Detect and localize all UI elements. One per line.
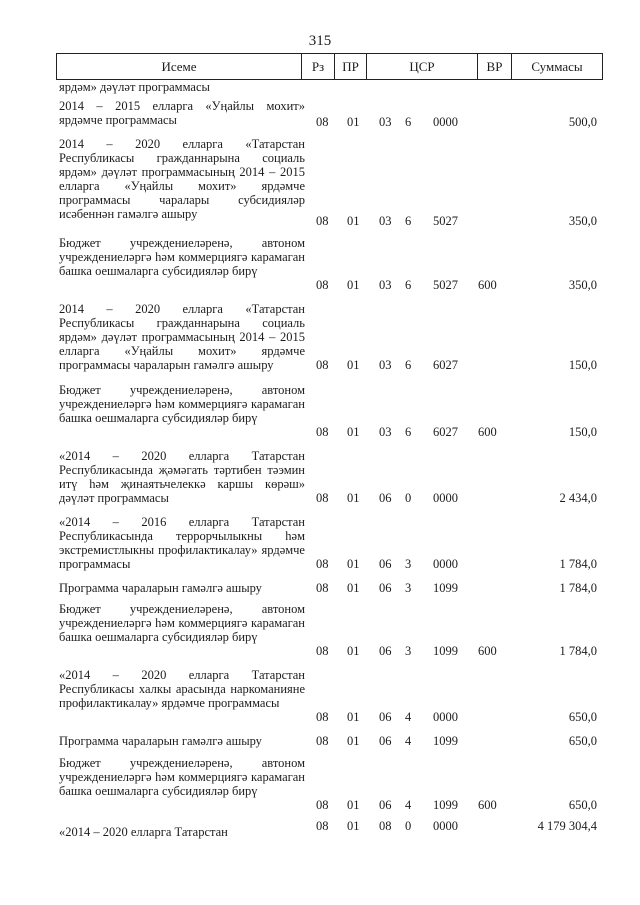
table-row bbox=[0, 819, 640, 849]
row-name: ярдәм» дәүләт программасы bbox=[59, 80, 210, 94]
row-csr-section: 03 bbox=[379, 358, 392, 372]
table-row bbox=[0, 380, 640, 446]
row-csr-subprogram: 6 bbox=[405, 425, 412, 439]
row-csr-code: 0000 bbox=[433, 710, 458, 724]
row-rz: 08 bbox=[316, 214, 329, 228]
row-name: Программа чараларын гамәлгә ашыру bbox=[59, 581, 262, 595]
row-sum: 150,0 bbox=[568, 425, 597, 439]
row-pr: 01 bbox=[347, 278, 360, 292]
row-csr-section: 03 bbox=[379, 278, 392, 292]
row-csr-section: 06 bbox=[379, 710, 392, 724]
row-csr-subprogram: 3 bbox=[405, 557, 412, 571]
row-pr: 01 bbox=[347, 358, 360, 372]
row-csr-section: 06 bbox=[379, 581, 392, 595]
row-sum: 2 434,0 bbox=[559, 491, 597, 505]
row-csr-subprogram: 4 bbox=[405, 734, 412, 748]
header-rz: Рз bbox=[302, 54, 335, 79]
row-pr: 01 bbox=[347, 115, 360, 129]
row-csr-subprogram: 6 bbox=[405, 358, 412, 372]
page-number: 315 bbox=[308, 33, 332, 49]
row-csr-subprogram: 0 bbox=[405, 819, 412, 833]
table-row bbox=[0, 753, 640, 819]
row-rz: 08 bbox=[316, 425, 329, 439]
row-csr-code: 0000 bbox=[433, 491, 458, 505]
header-vr: ВР bbox=[478, 54, 512, 79]
row-pr: 01 bbox=[347, 214, 360, 228]
row-vr: 600 bbox=[478, 644, 497, 658]
row-pr: 01 bbox=[347, 644, 360, 658]
row-csr-code: 5027 bbox=[433, 278, 458, 292]
row-rz: 08 bbox=[316, 581, 329, 595]
row-rz: 08 bbox=[316, 798, 329, 812]
table-row bbox=[0, 512, 640, 578]
table-row bbox=[0, 135, 640, 233]
row-rz: 08 bbox=[316, 710, 329, 724]
row-csr-code: 1099 bbox=[433, 734, 458, 748]
row-pr: 01 bbox=[347, 425, 360, 439]
row-csr-section: 06 bbox=[379, 798, 392, 812]
row-name: Бюджет учреждениеләренә, автоном учреждениеләргә һәм коммерциягә карамаган башка оешмаларга субсидияләр бирү bbox=[59, 236, 305, 278]
row-csr-section: 03 bbox=[379, 425, 392, 439]
row-name: Программа чараларын гамәлгә ашыру bbox=[59, 734, 262, 748]
row-csr-subprogram: 3 bbox=[405, 644, 412, 658]
row-sum: 350,0 bbox=[568, 214, 597, 228]
row-csr-subprogram: 6 bbox=[405, 214, 412, 228]
row-vr: 600 bbox=[478, 798, 497, 812]
row-name: «2014 – 2020 елларга Татарстан bbox=[59, 825, 228, 839]
header-name: Исеме bbox=[57, 54, 302, 79]
table-body bbox=[0, 80, 640, 849]
table-row bbox=[0, 299, 640, 380]
row-csr-subprogram: 6 bbox=[405, 278, 412, 292]
row-vr: 600 bbox=[478, 425, 497, 439]
row-csr-section: 06 bbox=[379, 734, 392, 748]
row-vr: 600 bbox=[478, 278, 497, 292]
row-sum: 500,0 bbox=[568, 115, 597, 129]
table-row bbox=[0, 97, 640, 135]
row-csr-section: 06 bbox=[379, 557, 392, 571]
row-csr-subprogram: 4 bbox=[405, 798, 412, 812]
row-csr-code: 1099 bbox=[433, 644, 458, 658]
row-sum: 350,0 bbox=[568, 278, 597, 292]
row-csr-code: 1099 bbox=[433, 798, 458, 812]
row-name: «2014 – 2020 елларга Татарстан Республикасында җәмәгать тәртибен тәэмин итү һәм җинаятьчелеккә каршы көрәш» дәүләт программасы bbox=[59, 449, 305, 505]
row-csr-subprogram: 6 bbox=[405, 115, 412, 129]
row-name: 2014 – 2015 елларга «Уңайлы мохит» ярдәмче программасы bbox=[59, 99, 305, 127]
row-name: Бюджет учреждениеләренә, автоном учреждениеләргә һәм коммерциягә карамаган башка оешмаларга субсидияләр бирү bbox=[59, 602, 305, 644]
table-header bbox=[56, 53, 603, 80]
row-name: 2014 – 2020 елларга «Татарстан Республикасы гражданнарына социаль ярдәм» дәүләт программасының 2014 – 2015 елларга «Уңайлы мохит» ярдәмче программасы чараларын гамәлгә ашыру bbox=[59, 302, 305, 372]
row-csr-code: 1099 bbox=[433, 581, 458, 595]
row-sum: 650,0 bbox=[568, 710, 597, 724]
table-row bbox=[0, 80, 640, 97]
row-pr: 01 bbox=[347, 710, 360, 724]
row-rz: 08 bbox=[316, 557, 329, 571]
row-rz: 08 bbox=[316, 644, 329, 658]
row-csr-code: 0000 bbox=[433, 115, 458, 129]
row-csr-section: 03 bbox=[379, 214, 392, 228]
row-rz: 08 bbox=[316, 819, 329, 833]
row-csr-subprogram: 4 bbox=[405, 710, 412, 724]
table-row bbox=[0, 233, 640, 299]
row-sum: 4 179 304,4 bbox=[537, 819, 597, 833]
row-rz: 08 bbox=[316, 115, 329, 129]
row-pr: 01 bbox=[347, 819, 360, 833]
row-sum: 650,0 bbox=[568, 798, 597, 812]
row-name: 2014 – 2020 елларга «Татарстан Республикасы гражданнарына социаль ярдәм» дәүләт программасының 2014 – 2015 елларга «Уңайлы мохит» ярдәмче программасы чаралары субсидияләр исәбеннән гамәлгә ашыру bbox=[59, 137, 305, 221]
row-csr-section: 06 bbox=[379, 644, 392, 658]
row-name: Бюджет учреждениеләренә, автоном учреждениеләргә һәм коммерциягә карамаган башка оешмаларга субсидияләр бирү bbox=[59, 383, 305, 425]
row-csr-code: 5027 bbox=[433, 214, 458, 228]
row-pr: 01 bbox=[347, 491, 360, 505]
row-csr-section: 03 bbox=[379, 115, 392, 129]
row-rz: 08 bbox=[316, 734, 329, 748]
header-pr: ПР bbox=[335, 54, 367, 79]
row-sum: 1 784,0 bbox=[559, 644, 597, 658]
row-csr-subprogram: 0 bbox=[405, 491, 412, 505]
row-name: Бюджет учреждениеләренә, автоном учреждениеләргә һәм коммерциягә карамаган башка оешмаларга субсидияләр бирү bbox=[59, 756, 305, 798]
row-csr-code: 6027 bbox=[433, 425, 458, 439]
row-csr-code: 0000 bbox=[433, 819, 458, 833]
row-rz: 08 bbox=[316, 491, 329, 505]
table-row bbox=[0, 599, 640, 665]
row-pr: 01 bbox=[347, 798, 360, 812]
row-sum: 650,0 bbox=[568, 734, 597, 748]
table-row bbox=[0, 578, 640, 599]
row-sum: 150,0 bbox=[568, 358, 597, 372]
row-pr: 01 bbox=[347, 734, 360, 748]
row-csr-section: 06 bbox=[379, 491, 392, 505]
row-rz: 08 bbox=[316, 278, 329, 292]
header-sum: Суммасы bbox=[531, 59, 583, 74]
table-row bbox=[0, 731, 640, 753]
row-pr: 01 bbox=[347, 581, 360, 595]
row-pr: 01 bbox=[347, 557, 360, 571]
row-csr-subprogram: 3 bbox=[405, 581, 412, 595]
table-row bbox=[0, 665, 640, 731]
row-csr-code: 0000 bbox=[433, 557, 458, 571]
row-csr-code: 6027 bbox=[433, 358, 458, 372]
row-sum: 1 784,0 bbox=[559, 557, 597, 571]
header-csr: ЦСР bbox=[367, 54, 478, 79]
row-csr-section: 08 bbox=[379, 819, 392, 833]
row-sum: 1 784,0 bbox=[559, 581, 597, 595]
row-rz: 08 bbox=[316, 358, 329, 372]
row-name: «2014 – 2016 елларга Татарстан Республикасында террорчылыкны һәм экстремистлыкны профилактикалау» ярдәмче программасы bbox=[59, 515, 305, 571]
table-row bbox=[0, 446, 640, 512]
row-name: «2014 – 2020 елларга Татарстан Республикасы халкы арасында наркоманияне профилактикалау» ярдәмче программасы bbox=[59, 668, 305, 710]
